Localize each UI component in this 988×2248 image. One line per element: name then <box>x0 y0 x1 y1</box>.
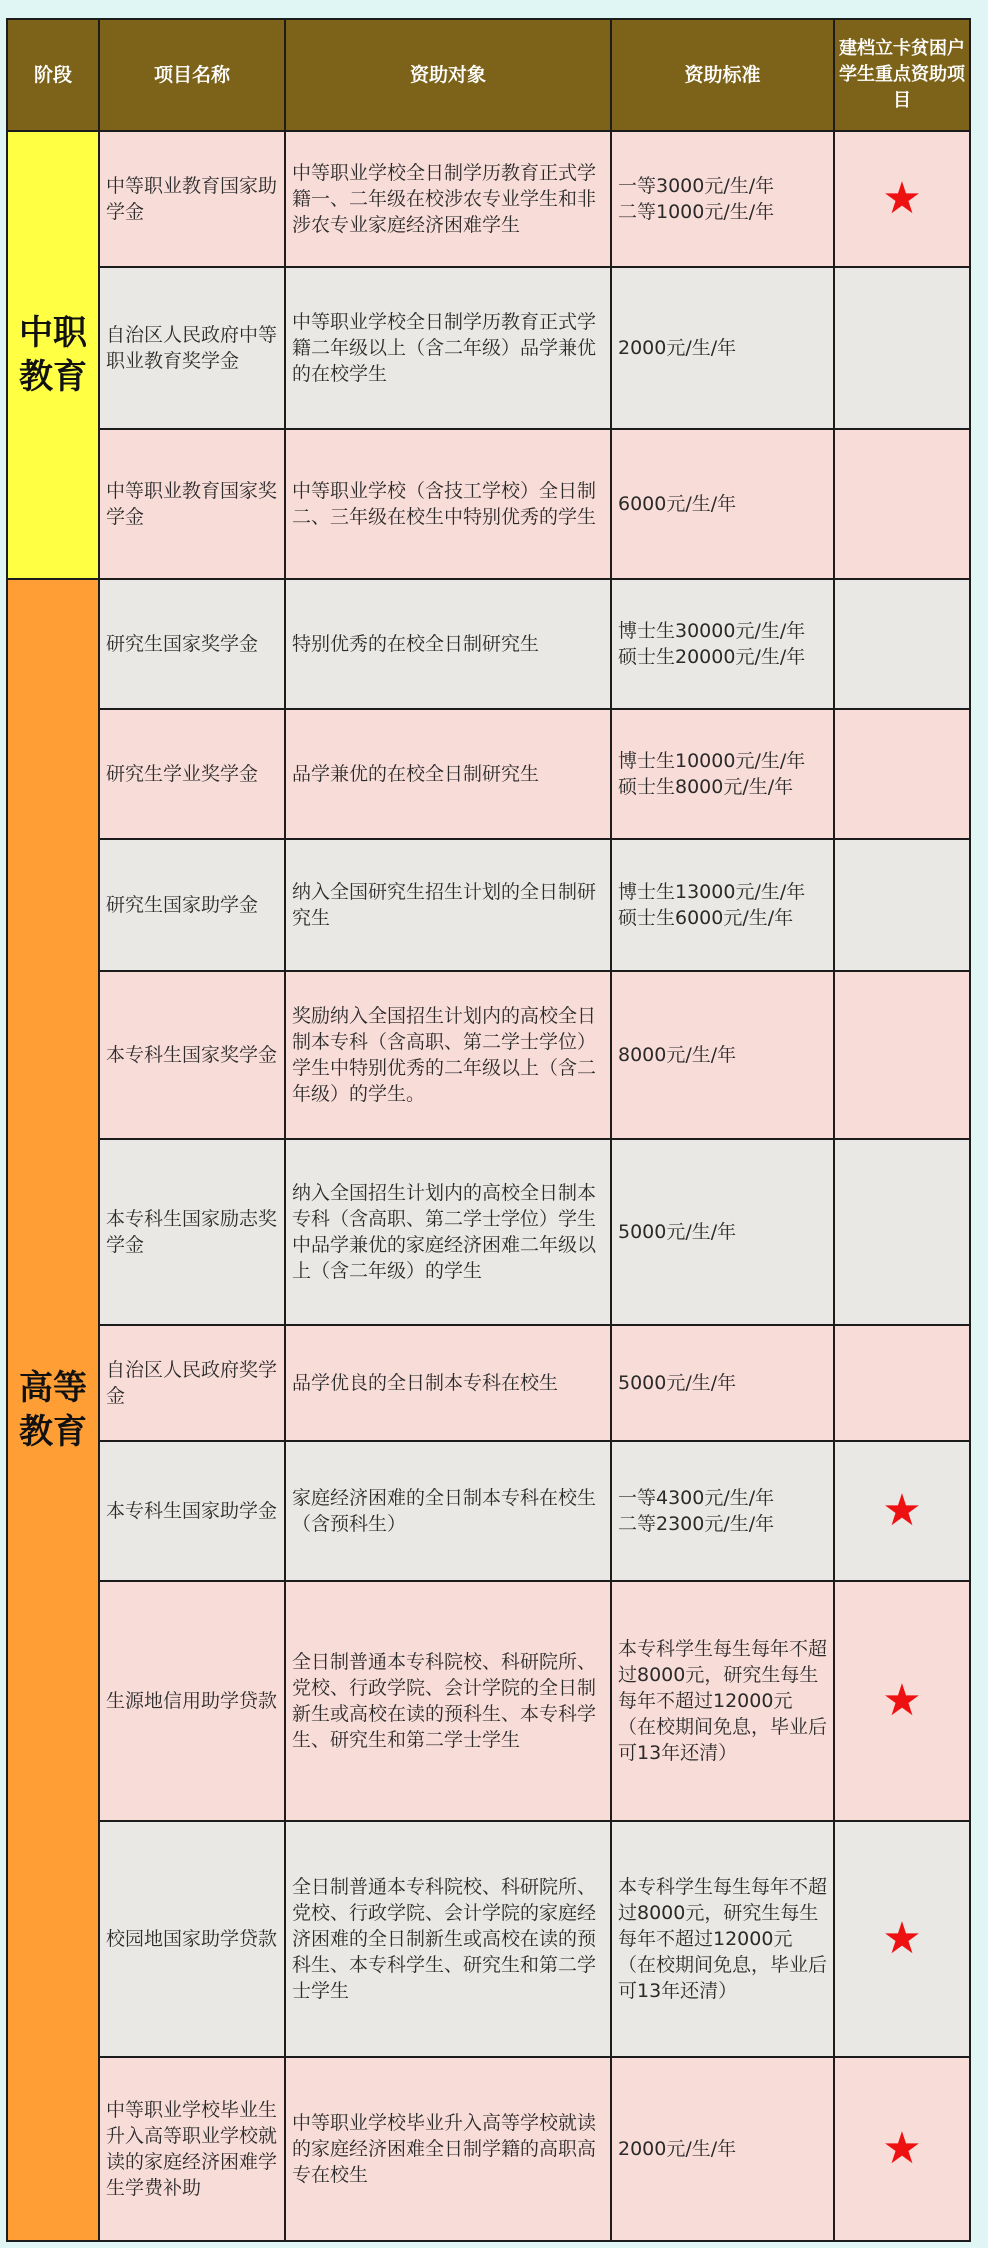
table-row <box>7 1441 970 1581</box>
standard-cell: 一等4300元/生/年 二等2300元/生/年 <box>611 1441 834 1581</box>
table-row <box>7 429 970 579</box>
flag-cell <box>834 131 970 267</box>
project-name-cell: 本专科生国家奖学金 <box>99 971 285 1139</box>
star-icon: ★ <box>882 1675 922 1726</box>
project-name-cell: 中等职业教育国家奖学金 <box>99 429 285 579</box>
standard-cell: 博士生30000元/生/年 硕士生20000元/生/年 <box>611 579 834 709</box>
subsidy-table <box>6 18 971 2242</box>
flag-cell <box>834 1581 970 1821</box>
flag-cell <box>834 1441 970 1581</box>
table-row <box>7 1581 970 1821</box>
table-row <box>7 709 970 839</box>
standard-cell: 5000元/生/年 <box>611 1325 834 1441</box>
target-cell: 中等职业学校（含技工学校）全日制二、三年级在校生中特别优秀的学生 <box>285 429 611 579</box>
header-flag: 建档立卡贫困户学生重点资助项目 <box>834 19 970 131</box>
table-row <box>7 971 970 1139</box>
project-name-cell: 中等职业教育国家助学金 <box>99 131 285 267</box>
target-cell: 奖励纳入全国招生计划内的高校全日制本专科（含高职、第二学士学位）学生中特别优秀的二年级以上（含二年级）的学生。 <box>285 971 611 1139</box>
target-cell: 全日制普通本专科院校、科研院所、党校、行政学院、会计学院的全日制新生或高校在读的预科生、本专科学生、研究生和第二学士学生 <box>285 1581 611 1821</box>
table-row <box>7 131 970 267</box>
flag-cell <box>834 2057 970 2241</box>
table-row <box>7 839 970 971</box>
project-name-cell: 生源地信用助学贷款 <box>99 1581 285 1821</box>
target-cell: 特别优秀的在校全日制研究生 <box>285 579 611 709</box>
standard-cell: 2000元/生/年 <box>611 2057 834 2241</box>
table-row <box>7 579 970 709</box>
header-target: 资助对象 <box>285 19 611 131</box>
target-cell: 中等职业学校全日制学历教育正式学籍二年级以上（含二年级）品学兼优的在校学生 <box>285 267 611 429</box>
flag-cell <box>834 839 970 971</box>
flag-cell <box>834 971 970 1139</box>
header-name: 项目名称 <box>99 19 285 131</box>
stage-cell <box>7 131 99 579</box>
standard-cell: 8000元/生/年 <box>611 971 834 1139</box>
project-name-cell: 研究生国家奖学金 <box>99 579 285 709</box>
target-cell: 品学优良的全日制本专科在校生 <box>285 1325 611 1441</box>
flag-cell <box>834 429 970 579</box>
project-name-cell: 中等职业学校毕业生升入高等职业学校就读的家庭经济困难学生学费补助 <box>99 2057 285 2241</box>
target-cell: 品学兼优的在校全日制研究生 <box>285 709 611 839</box>
table-row <box>7 1325 970 1441</box>
standard-cell: 2000元/生/年 <box>611 267 834 429</box>
star-icon: ★ <box>882 1913 922 1964</box>
standard-cell: 博士生10000元/生/年 硕士生8000元/生/年 <box>611 709 834 839</box>
standard-cell: 本专科学生每生每年不超过8000元，研究生每生每年不超过12000元（在校期间免息，毕业后可13年还清） <box>611 1581 834 1821</box>
flag-cell <box>834 267 970 429</box>
standard-cell: 本专科学生每生每年不超过8000元，研究生每生每年不超过12000元（在校期间免息，毕业后可13年还清） <box>611 1821 834 2057</box>
flag-cell <box>834 1139 970 1325</box>
table-row <box>7 267 970 429</box>
stage-label: 高等教育 <box>19 1368 87 1452</box>
flag-cell <box>834 1821 970 2057</box>
project-name-cell: 研究生国家助学金 <box>99 839 285 971</box>
target-cell: 全日制普通本专科院校、科研院所、党校、行政学院、会计学院的家庭经济困难的全日制新生或高校在读的预科生、本专科学生、研究生和第二学士学生 <box>285 1821 611 2057</box>
stage-cell <box>7 579 99 2241</box>
header-standard: 资助标准 <box>611 19 834 131</box>
project-name-cell: 校园地国家助学贷款 <box>99 1821 285 2057</box>
target-cell: 中等职业学校全日制学历教育正式学籍一、二年级在校涉农专业学生和非涉农专业家庭经济困难学生 <box>285 131 611 267</box>
target-cell: 纳入全国研究生招生计划的全日制研究生 <box>285 839 611 971</box>
project-name-cell: 自治区人民政府奖学金 <box>99 1325 285 1441</box>
standard-cell: 6000元/生/年 <box>611 429 834 579</box>
header-stage: 阶段 <box>7 19 99 131</box>
star-icon: ★ <box>882 1485 922 1536</box>
standard-cell: 5000元/生/年 <box>611 1139 834 1325</box>
project-name-cell: 研究生学业奖学金 <box>99 709 285 839</box>
standard-cell: 博士生13000元/生/年 硕士生6000元/生/年 <box>611 839 834 971</box>
project-name-cell: 本专科生国家励志奖学金 <box>99 1139 285 1325</box>
project-name-cell: 本专科生国家助学金 <box>99 1441 285 1581</box>
target-cell: 家庭经济困难的全日制本专科在校生（含预科生） <box>285 1441 611 1581</box>
stage-label: 中职教育 <box>19 313 87 397</box>
target-cell: 中等职业学校毕业升入高等学校就读的家庭经济困难全日制学籍的高职高专在校生 <box>285 2057 611 2241</box>
table-row <box>7 1821 970 2057</box>
flag-cell <box>834 709 970 839</box>
project-name-cell: 自治区人民政府中等职业教育奖学金 <box>99 267 285 429</box>
target-cell: 纳入全国招生计划内的高校全日制本专科（含高职、第二学士学位）学生中品学兼优的家庭经济困难二年级以上（含二年级）的学生 <box>285 1139 611 1325</box>
table-row <box>7 1139 970 1325</box>
flag-cell <box>834 579 970 709</box>
header-row <box>7 19 970 131</box>
flag-cell <box>834 1325 970 1441</box>
standard-cell: 一等3000元/生/年 二等1000元/生/年 <box>611 131 834 267</box>
star-icon: ★ <box>882 2123 922 2174</box>
star-icon: ★ <box>882 173 922 224</box>
table-row <box>7 2057 970 2241</box>
